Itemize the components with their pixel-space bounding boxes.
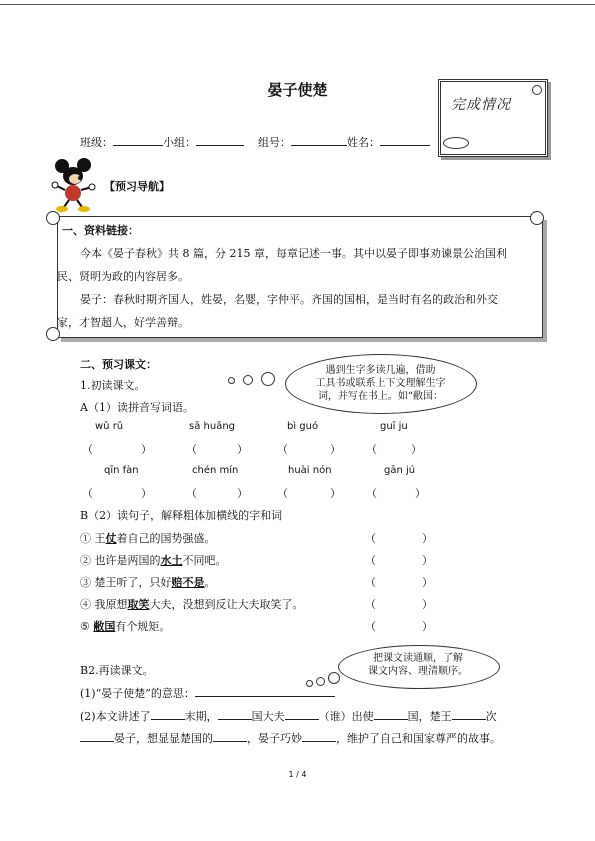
tip-bubble-line: 遇到生字多读几遍，借助: [325, 365, 436, 376]
pinyin-item: huài nón: [288, 465, 332, 476]
preview-nav-heading: 【预习导航】: [104, 180, 170, 193]
scroll-curl-left-icon: [46, 211, 60, 225]
number-label: 组号：: [258, 136, 291, 149]
question-2-line2: 晏子，想显显楚国的 ，晏子巧妙 ，维护了自己和国家尊严的故事。: [80, 730, 501, 746]
pinyin-item: guī ju: [380, 421, 408, 432]
q2-blank[interactable]: [285, 708, 319, 720]
name-field[interactable]: [380, 134, 430, 146]
class-field[interactable]: [113, 134, 163, 146]
badge-ornament-icon: [532, 85, 542, 95]
question-2-line1: (2)本文讲述了 末期， 国大夫 （谁）出使 国，楚王 次: [80, 710, 497, 723]
scroll-curl-right-icon: [530, 211, 544, 225]
q2-blank[interactable]: [302, 730, 336, 742]
q2-blank[interactable]: [374, 708, 408, 720]
answer-slot[interactable]: （ ）: [82, 487, 152, 500]
answer-slot[interactable]: （ ）: [365, 554, 433, 567]
part-a-label: A（1）读拼音写词语。: [80, 401, 194, 414]
key-word: 水土: [160, 554, 183, 567]
answer-slot[interactable]: （ ）: [365, 576, 433, 589]
key-word: 仗: [105, 532, 117, 545]
section1-heading: 一、资料链接：: [62, 224, 139, 237]
q2-blank[interactable]: [80, 730, 114, 742]
answer-slot[interactable]: （ ）: [186, 487, 248, 500]
thought-dot-icon: [328, 672, 340, 684]
badge-ornament-icon: [443, 137, 469, 149]
question-1: (1)“晏子使楚”的意思：: [80, 685, 335, 701]
sentence-item: ③ 楚王听了，只好赔不是。: [80, 576, 216, 589]
sentence-item: ⑤ 敝国有个规矩。: [80, 620, 171, 633]
answer-slot[interactable]: （ ）: [277, 443, 341, 456]
section2-heading: 二、预习课文：: [80, 358, 157, 371]
pinyin-item: gān jú: [384, 465, 416, 476]
section1-p2-line1: 晏子：春秋时期齐国人，姓晏，名婴，字仲平。齐国的国相，是当时有名的政治和外交: [80, 293, 498, 306]
completion-badge-label: 完成情况: [451, 97, 511, 113]
key-word: 敝国: [93, 620, 116, 633]
info-line: [80, 134, 430, 150]
item1-label: 1.初读课文。: [80, 379, 146, 392]
tip-bubble-line: 把课文读通顺，了解: [373, 653, 463, 664]
group-field[interactable]: [196, 134, 244, 146]
section1-p1-line2: 民、贤明为政的内容居多。: [57, 270, 189, 283]
answer-slot[interactable]: （ ）: [366, 487, 426, 500]
pinyin-item: sā huǎng: [189, 421, 236, 432]
tip-bubble-line: 课文内容、理清顺序。: [368, 666, 468, 677]
b2-label: B2.再读课文。: [80, 664, 154, 677]
part-b-label: B（2）读句子，解释粗体加横线的字和词: [80, 509, 283, 522]
pinyin-item: qīn fàn: [104, 465, 139, 476]
answer-slot[interactable]: （ ）: [186, 443, 248, 456]
q1-answer-field[interactable]: [195, 685, 335, 697]
sentence-item: ④ 我原想取笑大夫，没想到反让大夫取笑了。: [80, 598, 304, 611]
tip-bubble-text: [308, 364, 453, 403]
top-rule: [0, 4, 595, 5]
q2-blank[interactable]: [218, 708, 252, 720]
sentence-item: ② 也许是两国的水土不同吧。: [80, 554, 227, 567]
key-word: 取笑: [127, 598, 150, 611]
answer-slot[interactable]: （ ）: [365, 532, 433, 545]
tip-bubble-line: 工具书或联系上下文理解生字: [315, 378, 446, 389]
page-title: 晏子使楚: [267, 81, 328, 99]
answer-slot[interactable]: （ ）: [365, 620, 433, 633]
mickey-mouse-icon: [50, 157, 104, 213]
answer-slot[interactable]: （ ）: [365, 598, 433, 611]
answer-slot[interactable]: （ ）: [82, 443, 152, 456]
section1-p1-line1: 今本《晏子春秋》共 8 篇，分 215 章，每章记述一事。其中以晏子即事劝谏景公治国利: [80, 247, 507, 260]
q2-blank[interactable]: [452, 708, 486, 720]
tip-bubble-line: 词，并写在书上。如“敝国：: [317, 391, 444, 402]
group-label: 小组：: [163, 136, 196, 149]
thought-dot-icon: [228, 377, 235, 384]
answer-slot[interactable]: （ ）: [277, 487, 341, 500]
thought-dot-icon: [243, 375, 253, 385]
q2-blank[interactable]: [213, 730, 247, 742]
sentence-item: ① 王仗着自己的国势强盛。: [80, 532, 216, 545]
answer-slot[interactable]: （ ）: [366, 443, 422, 456]
class-label: 班级：: [80, 136, 113, 149]
tip-bubble-text: [352, 652, 484, 678]
pinyin-item: chén mín: [192, 465, 239, 476]
section1-p2-line2: 家，才智超人，好学善辩。: [57, 316, 189, 329]
key-word: 赔不是: [171, 576, 205, 589]
pinyin-item: wǔ rǔ: [95, 421, 124, 432]
thought-dot-icon: [261, 372, 275, 386]
completion-badge: [438, 79, 548, 157]
name-label: 姓名：: [347, 136, 380, 149]
pinyin-item: bì guó: [287, 421, 319, 432]
number-field[interactable]: [291, 134, 347, 146]
page-number: 1 / 4: [288, 770, 307, 779]
q2-blank[interactable]: [151, 708, 185, 720]
